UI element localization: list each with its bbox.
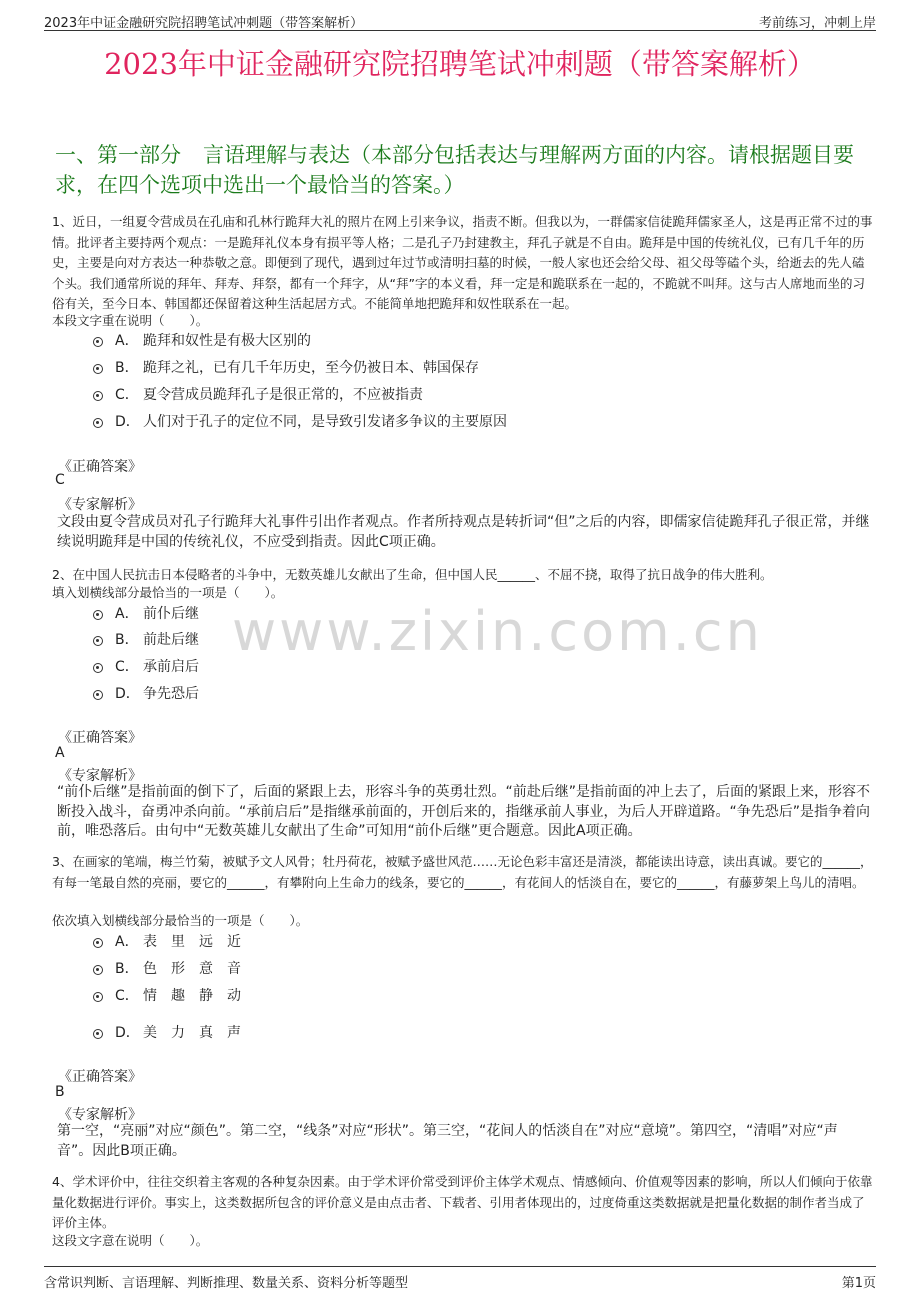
question-4-prompt: 这段文字意在说明（ ）。	[52, 1233, 209, 1248]
question-2-answer: A	[55, 745, 65, 761]
question-3-prompt: 依次填入划横线部分最恰当的一项是（ ）。	[52, 913, 309, 928]
header-slogan: 考前练习，冲刺上岸	[758, 16, 876, 31]
radio-icon[interactable]	[93, 391, 103, 401]
question-2-prompt: 填入划横线部分最恰当的一项是（ ）。	[52, 585, 284, 600]
answer-label: 《正确答案》	[58, 459, 142, 475]
header-doc-title: 2023年中证金融研究院招聘笔试冲刺题（带答案解析）	[44, 16, 364, 31]
answer-label: 《正确答案》	[58, 730, 142, 746]
expert-label: 《专家解析》	[58, 768, 142, 784]
question-1-explanation: 文段由夏令营成员对孔子行跪拜大礼事件引出作者观点。作者所持观点是转折词“但”之后的内容，即儒家信徒跪拜孔子很正常，并继续说明跪拜是中国的传统礼仪，不应受到指责。因此C项正确。	[57, 514, 870, 550]
radio-icon[interactable]	[93, 965, 103, 975]
radio-icon[interactable]	[93, 418, 103, 428]
question-2-explanation: “前仆后继”是指前面的倒下了，后面的紧跟上去，形容斗争的英勇壮烈。“前赴后继”是指前面的冲上去了，后面的紧跟上来，形容不断投入战斗，奋勇冲杀向前。“承前启后”是指继承前面的，开创后来的，指继承前人事业，为后人开辟道路。“争先恐后”是指争着向前，唯恐落后。由句中“无数英雄儿女献出了生命”可知用“前仆后继”更合题意。因此A项正确。	[57, 784, 871, 839]
radio-icon[interactable]	[93, 610, 103, 620]
radio-icon[interactable]	[93, 364, 103, 374]
question-3-stem: 3、在画家的笔端，梅兰竹菊，被赋予文人风骨；牡丹荷花，被赋予盛世风范……无论色彩丰富还是清淡，都能读出诗意，读出真诚。要它的______，有每一笔最自然的亮丽，要它的______，有攀附向上生命力的线条，要它的______，有花间人的恬淡自在，要它的______，有藤萝架上鸟儿的清唱。	[52, 854, 873, 890]
radio-icon[interactable]	[93, 337, 103, 347]
question-1-answer: C	[55, 472, 65, 488]
footer-topics: 含常识判断、言语理解、判断推理、数量关系、资料分析等题型	[44, 1276, 409, 1291]
question-1-stem: 1、近日，一组夏令营成员在孔庙和孔林行跪拜大礼的照片在网上引来争议，指责不断。但我以为，一群儒家信徒跪拜儒家圣人，这是再正常不过的事情。批评者主要持两个观点：一是跪拜礼仪本身有损平等人格；二是孔子乃封建教主，拜孔子就是不自由。跪拜是中国的传统礼仪，已有几千年的历史，主要是向对方表达一种恭敬之意。即便到了现代，遇到过年过节或清明扫墓的时候，一般人家也还会给父母、祖父母等磕个头，给逝去的先人磕个头。我们通常所说的拜年、拜寿、拜祭，都有一个拜字，从“拜”字的本义看，拜一定是和跪联系在一起的，不跪就不叫拜。这与古人席地而坐的习俗有关，至今日本、韩国都还保留着这种生活起居方式。不能简单地把跪拜和奴性联系在一起。	[52, 214, 873, 311]
question-3-explanation: 第一空，“亮丽”对应“颜色”。第二空，“线条”对应“形状”。第三空，“花间人的恬淡自在”对应“意境”。第四空，“清唱”对应“声音”。因此B项正确。	[57, 1123, 838, 1159]
radio-icon[interactable]	[93, 663, 103, 673]
page-header	[44, 10, 876, 31]
radio-icon[interactable]	[93, 992, 103, 1002]
question-2-stem: 2、在中国人民抗击日本侵略者的斗争中，无数英雄儿女献出了生命，但中国人民______、不屈不挠，取得了抗日战争的伟大胜利。	[52, 567, 773, 582]
page-title: 2023年中证金融研究院招聘笔试冲刺题（带答案解析）	[104, 47, 816, 81]
page-number: 第1页	[841, 1276, 876, 1291]
radio-icon[interactable]	[93, 938, 103, 948]
radio-icon[interactable]	[93, 636, 103, 646]
watermark: www.zixin.com.cn	[232, 600, 763, 663]
expert-label: 《专家解析》	[58, 1107, 142, 1123]
question-1-prompt: 本段文字重在说明（ ）。	[52, 313, 209, 328]
section-part: 一、第一部分	[55, 143, 181, 167]
question-3-answer: B	[55, 1084, 65, 1100]
section-heading	[55, 140, 872, 200]
radio-icon[interactable]	[93, 690, 103, 700]
expert-label: 《专家解析》	[58, 497, 142, 513]
answer-label: 《正确答案》	[58, 1069, 142, 1085]
question-4-stem: 4、学术评价中，往往交织着主客观的各种复杂因素。由于学术评价常受到评价主体学术观点、情感倾向、价值观等因素的影响，所以人们倾向于依靠量化数据进行评价。事实上，这类数据所包含的评价意义是由点击者、下载者、引用者体现出的，过度倚重这类数据就是把量化数据的制作者当成了评价主体。	[52, 1174, 873, 1230]
page-footer	[44, 1266, 876, 1291]
radio-icon[interactable]	[93, 1029, 103, 1039]
section-description: 言语理解与表达（本部分包括表达与理解两方面的内容。请根据题目要求，在四个选项中选出一个最恰当的答案。）	[55, 143, 854, 197]
